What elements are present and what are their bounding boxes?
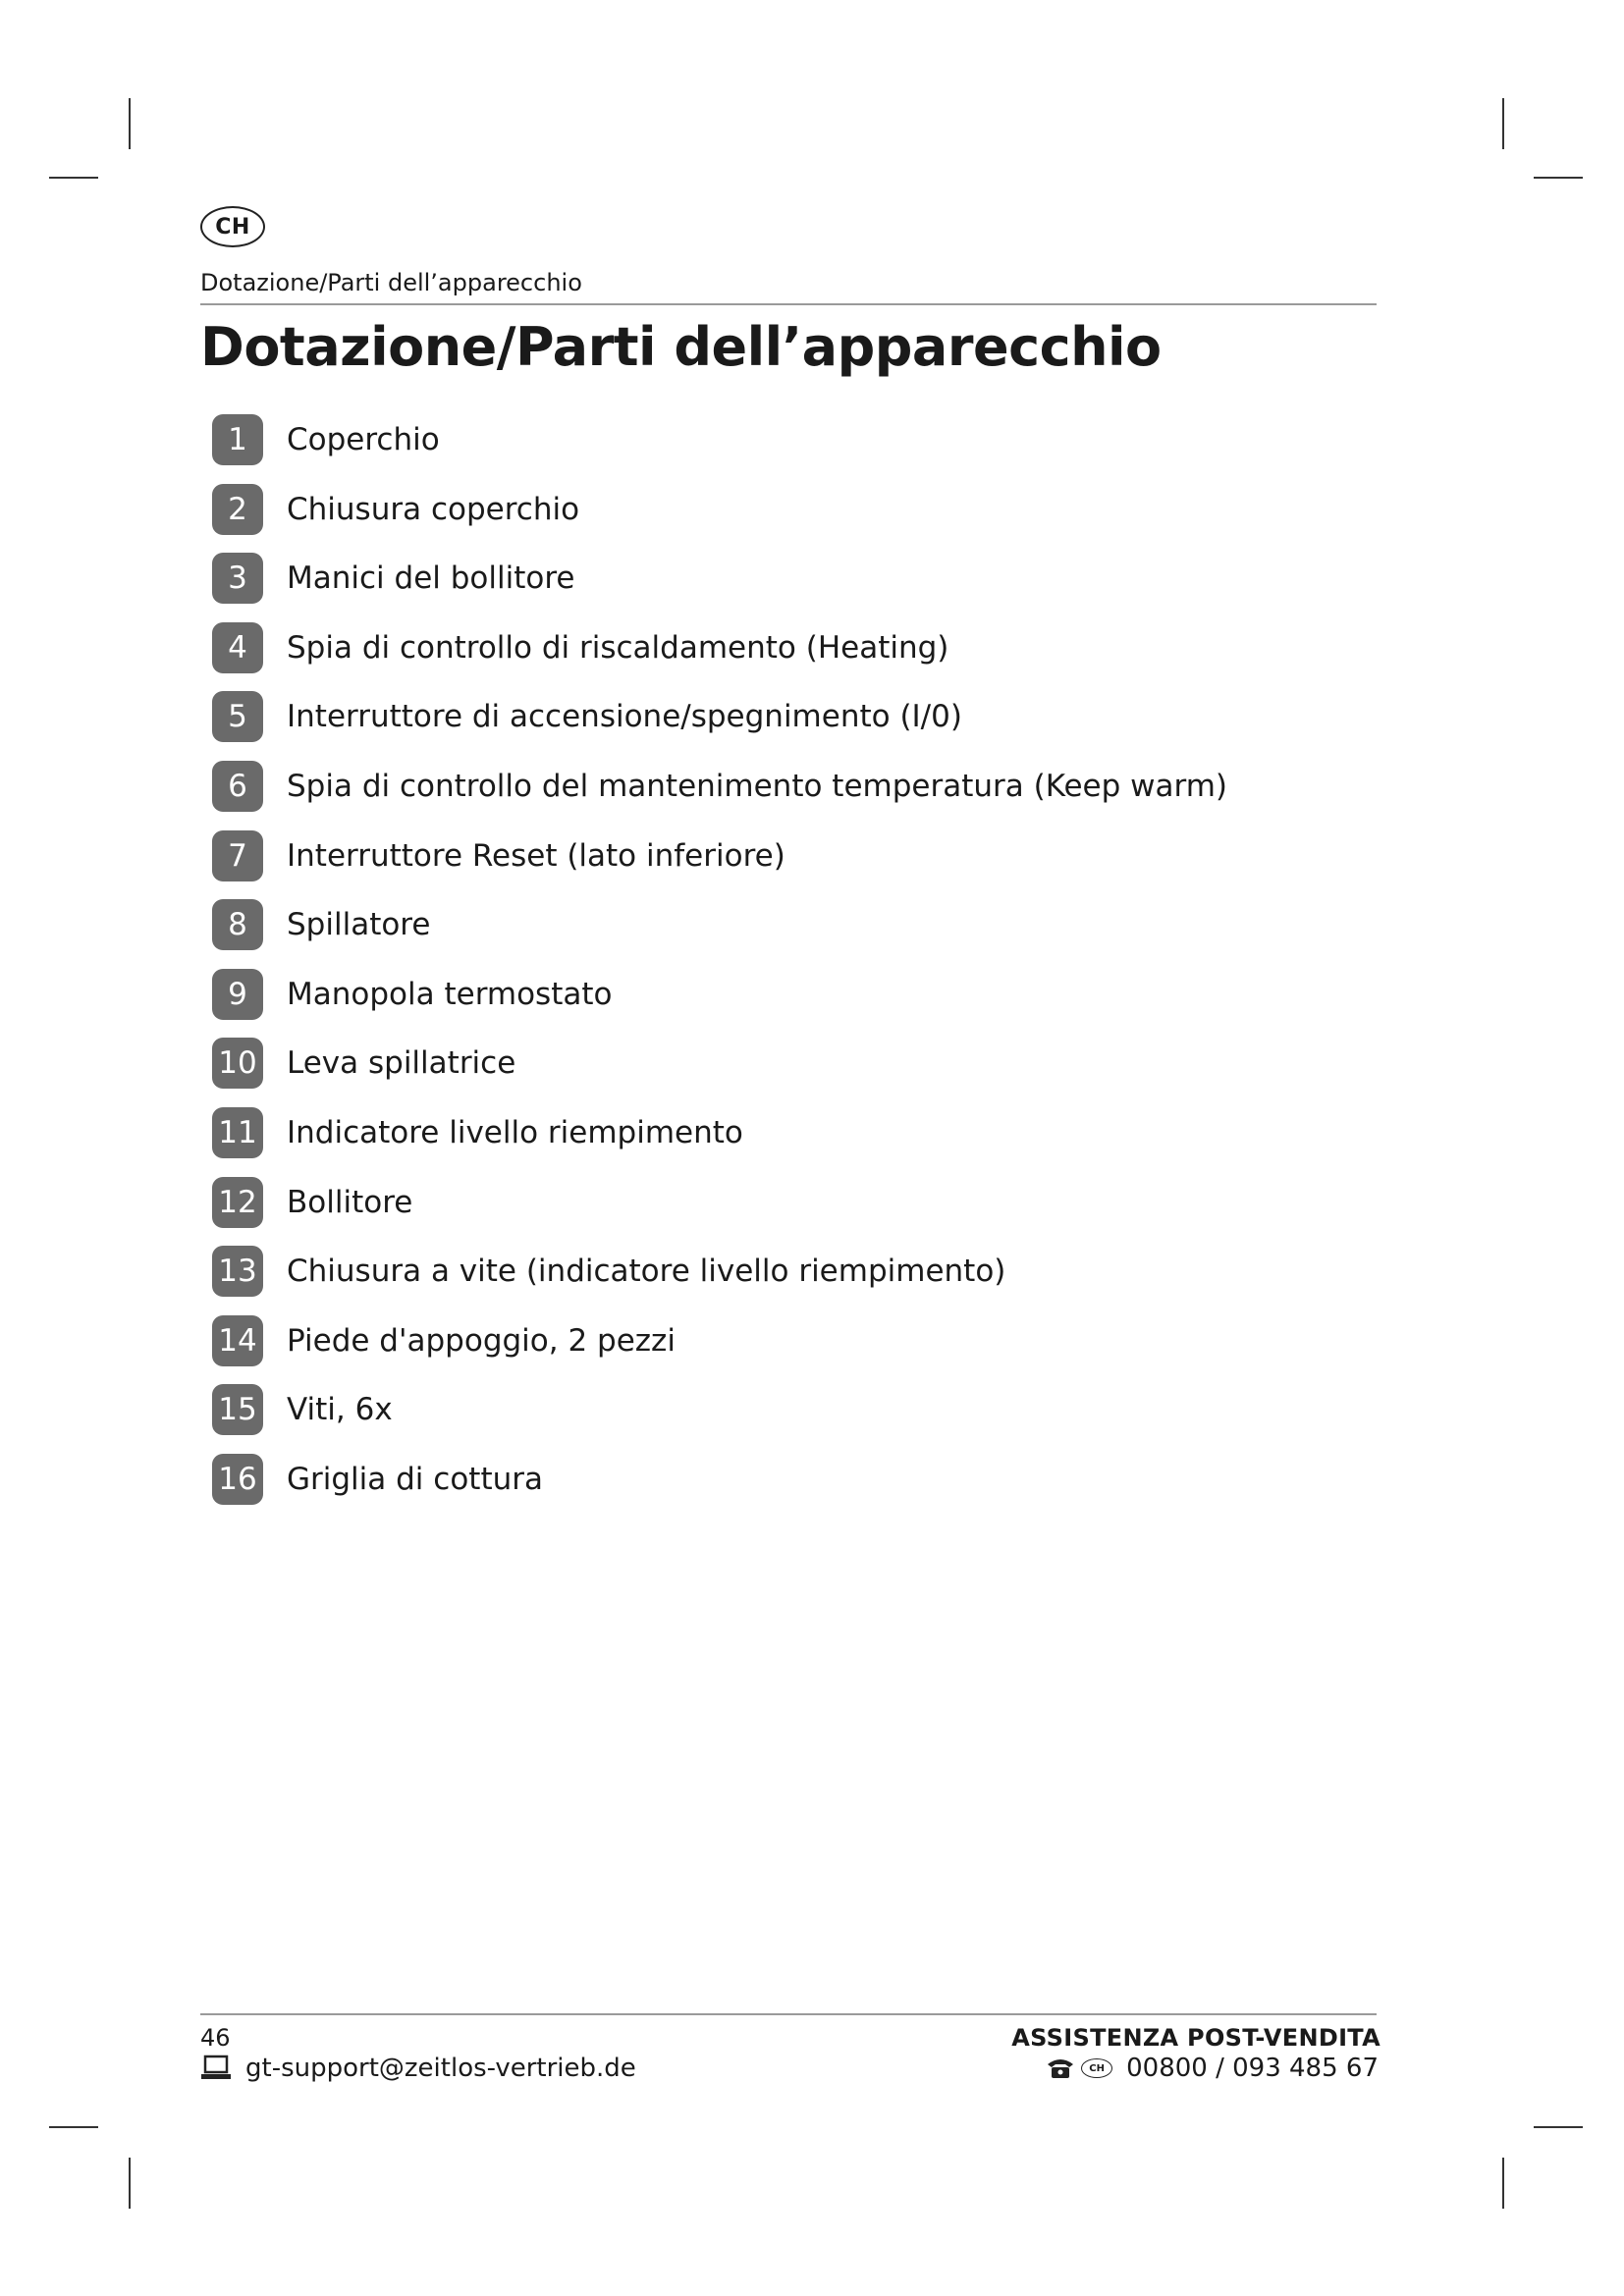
email-address[interactable]: gt-support@zeitlos-vertrieb.de [245, 2054, 636, 2083]
part-label: Piede d'appoggio, 2 pezzi [287, 1322, 676, 1359]
list-item [212, 1246, 1227, 1315]
part-number-badge: 5 [212, 691, 263, 742]
page-title: Dotazione/Parti dell’apparecchio [200, 316, 1162, 378]
country-badge: CH [200, 206, 265, 247]
part-label: Spia di controllo di riscaldamento (Heating) [287, 629, 949, 666]
part-number-badge: 1 [212, 414, 263, 465]
part-label: Spillatore [287, 907, 431, 943]
part-number-badge: 13 [212, 1246, 263, 1297]
list-item [212, 1454, 1227, 1523]
list-item [212, 899, 1227, 969]
part-label: Indicatore livello riempimento [287, 1114, 743, 1150]
header-divider [200, 303, 1377, 305]
crop-mark [129, 2158, 131, 2209]
part-number-badge: 14 [212, 1315, 263, 1366]
part-label: Chiusura a vite (indicatore livello riempimento) [287, 1254, 1006, 1290]
list-item [212, 553, 1227, 622]
part-label: Manopola termostato [287, 976, 613, 1012]
list-item [212, 622, 1227, 692]
part-number-badge: 7 [212, 830, 263, 881]
list-item [212, 691, 1227, 761]
page-number: 46 [200, 2024, 231, 2052]
crop-mark [49, 2126, 98, 2128]
part-label: Leva spillatrice [287, 1045, 516, 1082]
part-number-badge: 12 [212, 1177, 263, 1228]
part-number-badge: 2 [212, 484, 263, 535]
part-number-badge: 16 [212, 1454, 263, 1505]
support-heading: ASSISTENZA POST-VENDITA [1011, 2024, 1380, 2052]
laptop-icon [200, 2055, 232, 2082]
list-item [212, 1107, 1227, 1177]
part-number-badge: 3 [212, 553, 263, 604]
part-number-badge: 10 [212, 1038, 263, 1089]
crop-mark [1502, 2158, 1504, 2209]
part-label: Bollitore [287, 1184, 413, 1220]
list-item [212, 1315, 1227, 1385]
part-label: Chiusura coperchio [287, 491, 580, 527]
crop-mark [129, 98, 131, 149]
telephone-icon [1046, 2056, 1075, 2080]
part-label: Viti, 6x [287, 1392, 393, 1428]
crop-mark [1502, 98, 1504, 149]
part-number-badge: 6 [212, 761, 263, 812]
list-item [212, 761, 1227, 830]
part-number-badge: 11 [212, 1107, 263, 1158]
list-item [212, 969, 1227, 1039]
part-number-badge: 8 [212, 899, 263, 950]
crop-mark [1534, 2126, 1583, 2128]
phone-number[interactable]: 00800 / 093 485 67 [1126, 2054, 1379, 2083]
part-label: Interruttore di accensione/spegnimento (I/0) [287, 699, 962, 735]
part-number-badge: 4 [212, 622, 263, 673]
part-label: Griglia di cottura [287, 1461, 543, 1497]
crop-mark [1534, 177, 1583, 179]
support-phone [1046, 2054, 1379, 2083]
phone-country-badge: CH [1081, 2058, 1112, 2078]
list-item [212, 1177, 1227, 1247]
part-label: Spia di controllo del mantenimento temperatura (Keep warm) [287, 768, 1228, 804]
part-label: Interruttore Reset (lato inferiore) [287, 837, 785, 874]
part-number-badge: 15 [212, 1384, 263, 1435]
breadcrumb: Dotazione/Parti dell’apparecchio [200, 269, 582, 296]
part-number-badge: 9 [212, 969, 263, 1020]
part-label: Manici del bollitore [287, 561, 575, 597]
list-item [212, 830, 1227, 900]
footer-divider [200, 2013, 1377, 2015]
crop-mark [49, 177, 98, 179]
part-label: Coperchio [287, 422, 440, 457]
list-item [212, 1038, 1227, 1107]
support-email [200, 2054, 636, 2083]
list-item [212, 1384, 1227, 1454]
parts-list [212, 414, 1227, 1523]
list-item [212, 414, 1227, 484]
list-item [212, 484, 1227, 554]
